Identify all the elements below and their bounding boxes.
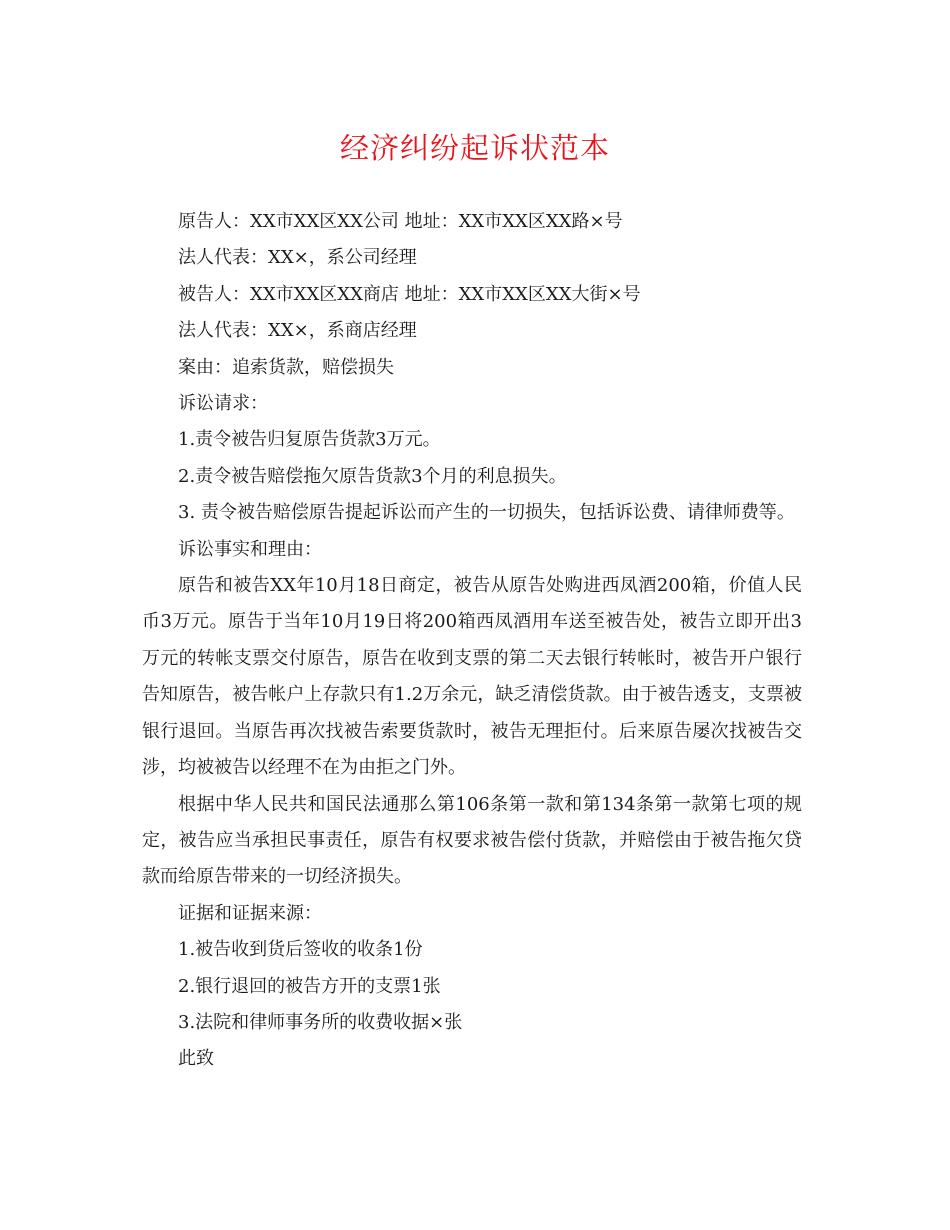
cause-of-action-line: 案由：追索货款，赔偿损失 — [178, 356, 394, 378]
claim-item-1: 1.责令被告归复原告货款3万元。 — [178, 429, 441, 451]
document-title: 经济纠纷起诉状范本 — [339, 131, 610, 165]
evidence-item-2: 2.银行退回的被告方开的支票1张 — [178, 975, 441, 997]
defendant-representative-line: 法人代表：XX×，系商店经理 — [178, 320, 417, 342]
closing-line: 此致 — [178, 1048, 214, 1070]
plaintiff-representative-line: 法人代表：XX×，系公司经理 — [178, 247, 417, 269]
legal-basis-paragraph: 根据中华人民共和国民法通那么第106条第一款和第134条第一款第七项的规定，被告应当承担民事责任，原告有权要求被告偿付货款，并赔偿由于被告拖欠贷款而给原告带来的一切经济损失。 — [142, 793, 802, 888]
claims-heading: 诉讼请求： — [178, 393, 268, 415]
plaintiff-line: 原告人：XX市XX区XX公司 地址：XX市XX区XX路×号 — [178, 211, 623, 232]
facts-paragraph: 原告和被告XX年10月18日商定，被告从原告处购进西凤酒200箱，价值人民币3万元。原告于当年10月19日将200箱西凤酒用车送至被告处，被告立即开出3万元的转帐支票交付原告，原告在收到支票的第二天去银行转帐时，被告开户银行告知原告，被告帐户上存款只有1.2万余元，缺乏清偿货款。由于被告透支，支票被银行退回。当原告再次找被告索要货款时，被告无理拒付。后来原告屡次找被告交涉，均被被告以经理不在为由拒之门外。 — [142, 575, 802, 779]
facts-heading: 诉讼事实和理由： — [178, 538, 322, 560]
evidence-item-1: 1.被告收到货后签收的收条1份 — [178, 939, 423, 961]
claim-item-3: 3. 责令被告赔偿原告提起诉讼而产生的一切损失，包括诉讼费、请律师费等。 — [178, 502, 795, 524]
defendant-line: 被告人：XX市XX区XX商店 地址：XX市XX区XX大街×号 — [178, 283, 641, 305]
document-body — [142, 204, 802, 1078]
claim-item-2: 2.责令被告赔偿拖欠原告货款3个月的利息损失。 — [178, 465, 567, 487]
evidence-item-3: 3.法院和律师事务所的收费收据×张 — [178, 1011, 463, 1033]
evidence-heading: 证据和证据来源： — [178, 902, 322, 924]
